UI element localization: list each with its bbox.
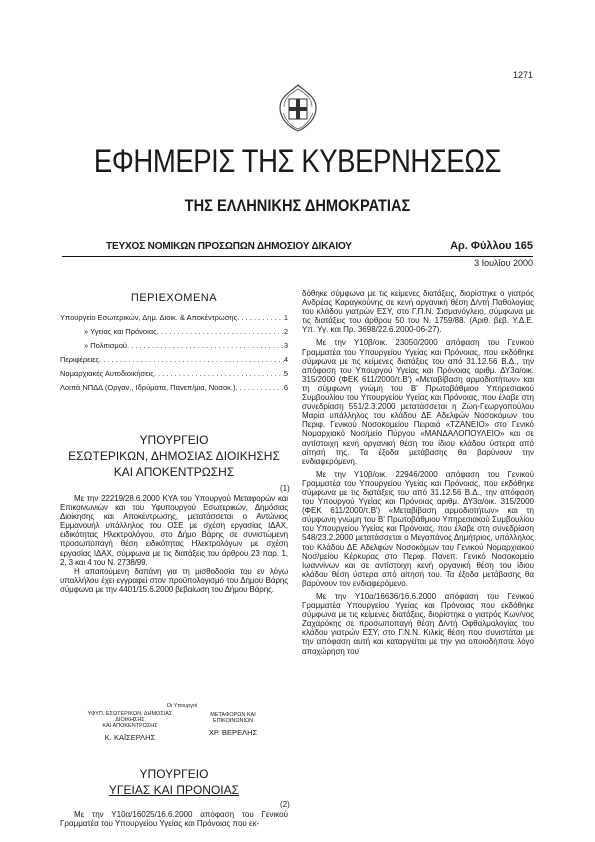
ministry-health-heading: ΥΠΟΥΡΓΕΙΟ ΥΓΕΙΑΣ ΚΑΙ ΠΡΟΝΟΙΑΣ [108,767,240,797]
signature-block-right: ΜΕΤΑΦΟΡΩΝ ΚΑΙ ΕΠΙΚΟΙΝΩΝΙΩΝ ΧΡ. ΒΕΡΕΛΗΣ [208,712,258,737]
table-of-contents [60,313,288,397]
gazette-title: ΕΦΗΜΕΡΙΣ ΤΗΣ ΚΥΒΕΡΝΗΣΕΩΣ [93,143,502,179]
item-number: (2) [280,800,290,809]
toc-item[interactable]: » Υγείας και Πρόνοιας . . . 2 [60,327,288,341]
gazette-subtitle: ΤΗΣ ΕΛΛΗΝΙΚΗΣ ΔΗΜΟΚΡΑΤΙΑΣ [184,196,411,215]
issue-series: ΤΕΥΧΟΣ ΝΟΜΙΚΩΝ ΠΡΟΣΩΠΩΝ ΔΗΜΟΣΙΟΥ ΔΙΚΑΙΟΥ [106,241,352,252]
toc-item[interactable]: Υπουργείο Εσωτερικών, Δημ. Διοικ. & Αποκέντρωσης . . . 1 [60,313,288,327]
interior-decision-text: Με την 22219/28.6.2000 ΚΥΑ του Υπουργού Μεταφορών και Επικοινωνιών και του Υφυπουργού Εσωτερικών, Δημόσιας Διοίκησης και Αποκέντρωσης, μετατάσσεται ο Αντώνιος Εμμανουήλ υπάλληλος του ΟΣΕ με σχέση εργασίας ΙΔΑΧ, ειδικότητας Ηλεκτρολόγου, στο Δήμο Βάρης σε συνιστώμενη προσωποπαγή θέση ειδικότητας Ηλεκτρολόγων με σχέση εργασίας ΙΔΑΧ, σύμφωνα με τις διατάξεις του άρθρου 23 παρ. 1, 2, 3 και 4 του Ν. 2738/99. Η απαιτούμενη δαπάνη για τη μισθοδοσία του εν λόγω υπαλλήλου έχει εγγραφεί στον προϋπολογισμό του Δήμου Βάρης σύμφωνα με την 4401/15.6.2000 βεβαίωση του Δήμου Βάρης. [60,494,288,594]
toc-item[interactable]: » Πολιτισμού . . . 3 [60,341,288,355]
issue-line [62,240,533,257]
coat-of-arms-emblem [275,83,321,133]
toc-heading: ΠΕΡΙΕΧΟΜΕΝΑ [130,292,218,304]
toc-item[interactable]: Περιφέρειες . . . 4 [60,355,288,369]
page-number: 1271 [512,70,533,80]
right-column-text: δόθηκε σύμφωνα με τις κείμενες διατάξεις, διορίστηκε ο γιατρός Ανδρέας Καραγκούνης σε κενή οργανική θέση Δ/ντή Παθολογίας του κλάδου γιατρών ΕΣΥ, στο Γ.Π.Ν. Σισμανόγλειο, σύμφωνα με τις διατάξεις του άρθρου 50 του Ν. 1759/88. (Αριθ. βεβ. Υ.Δ.Ε. Υπ. Υγ. και Πρ. 3698/22.6.2000-06-27). Με την Υ10β/οικ. 23050/2000 απόφαση του Γενικού Γραμματέα του Υπουργείου Υγείας και Πρόνοιας, που εκδόθηκε σύμφωνα με τις κείμενες διατάξεις του από 31.12.56 Β.Δ., την απόφαση του Υπουργού Υγείας και Πρόνοιας αριθμ. ΔΥ3α/οικ. 315/2000 (ΦΕΚ 611/2000/τ.Β') «Μεταβίβαση αρμοδιοτήτων» και τη σύμφωνη γνώμη του Β' Πρωτοβάθμιου Υπηρεσιακού Συμβουλίου του Υπουργείου Υγείας και Πρόνοιας, που έλαβε στη συνεδρίαση 551/2.3.2000 μετατάσσεται η Ζώη-Γεωργοπούλου Μαρία υπάλληλος του κλάδου ΔΕ Αδελφών Νοσοκόμων του Περιφ. Γενικού Νοσοκομείου Πειραιά «ΤΖΑΝΕΙΟ» στο Γενικό Νομαρχιακό Νοσ/μείο Πύργου «ΜΑΝΔΑΛΟΠΟΥΛΕΙΟ» και σε αντίστοιχη κενή οργανική θέση του ίδιου κλάδου ύστερα από αίτησή της. Τα έξοδα μετάβασης θα βαρύνουν την ενδιαφερόμενη. Με την Υ10β/οικ. 22946/2000 απόφαση του Γενικού Γραμματέα του Υπουργείου Υγείας και Πρόνοιας, που εκδόθηκε σύμφωνα με τις διατάξεις του από 31.12.56 Β.Δ., την απόφαση του Υπουργού Υγείας και Πρόνοιας αριθμ. ΔΥ3α/οικ. 315/2000 (ΦΕΚ 611/2000/τ.Β') «Μεταβίβαση αρμοδιοτήτων» και τη σύμφωνη γνώμη του Β' Πρωτοβάθμιου Υπηρεσιακού Συμβουλίου του Υπουργείου Υγείας και Πρόνοιας, που έλαβε στη συνεδρίαση 548/23.2.2000 μετατάσσεται ο Μεγαπάνος Δημήτριος, υπάλληλος του Κλάδου ΔΕ Αδελφών Νοσοκόμων του Γενικού Νομαρχιακού Νοσ/μείου Κέρκυρας στο Περιφ. Πανεπ. Γενικό Νοσοκομείο Ιωαννίνων και σε αντίστοιχη κενή οργανική θέση του ίδιου κλάδου θέση ύστερα από αίτησή του. Τα έξοδα μετάβασης θα βαρύνουν τον ενδιαφερόμενο. Με την Υ10α/16636/16.6.2000 απόφαση του Γενικού Γραμματέα Υπουργείου Υγείας και Πρόνοιας που εκδόθηκε σύμφωνα με τις κείμενες διατάξεις, διορίστηκε ο γιατρός Κων/νος Ζαχαρόκης σε προσωποπαγή θέση Δ/ντή Οφθαλμολογίας του κλάδου γιατρών ΕΣΥ, στο Γ.Ν.Ν. Κιλκίς θέση που συνιστάται με την απόφαση αυτή και καταργείται με την για οποιοδήποτε λόγο αποχώρηση του [302,289,534,656]
issue-date: 3 Ιουλίου 2000 [474,258,533,268]
toc-item[interactable]: Νομαρχιακές Αυτοδιοικήσεις . . . 5 [60,369,288,383]
issue-sheet-number: Αρ. Φύλλου 165 [450,240,533,252]
health-decision-text: Με την Υ10α/16025/16.6.2000 απόφαση του Γενικού Γραμματέα του Υπουργείου Υγείας και Πρόνοιας που εκ- [60,810,288,829]
item-number: (1) [280,484,290,493]
ministry-interior-heading: ΥΠΟΥΡΓΕΙΟ ΕΣΩΤΕΡΙΚΩΝ, ΔΗΜΟΣΙΑΣ ΔΙΟΙΚΗΣΗΣ ΚΑΙ ΑΠΟΚΕΝΤΡΩΣΗΣ [68,433,280,479]
signature-block-left: Οι Υπουργοί ΥΦΥΠ. ΕΣΩΤΕΡΙΚΩΝ, ΔΗΜΟΣΙΑΣ ΔΙΟΙΚΗΣΗΣ ΚΑΙ ΑΠΟΚΕΝΤΡΩΣΗΣ Κ. ΚΑΪΣΕΡΛΗΣ [87,703,198,742]
toc-item[interactable]: Λοιπά ΝΠΔΔ (Οργαν., Ιδρύματα, Πανεπ/μια, Νοσοκ.) . . . 6 [60,383,288,397]
